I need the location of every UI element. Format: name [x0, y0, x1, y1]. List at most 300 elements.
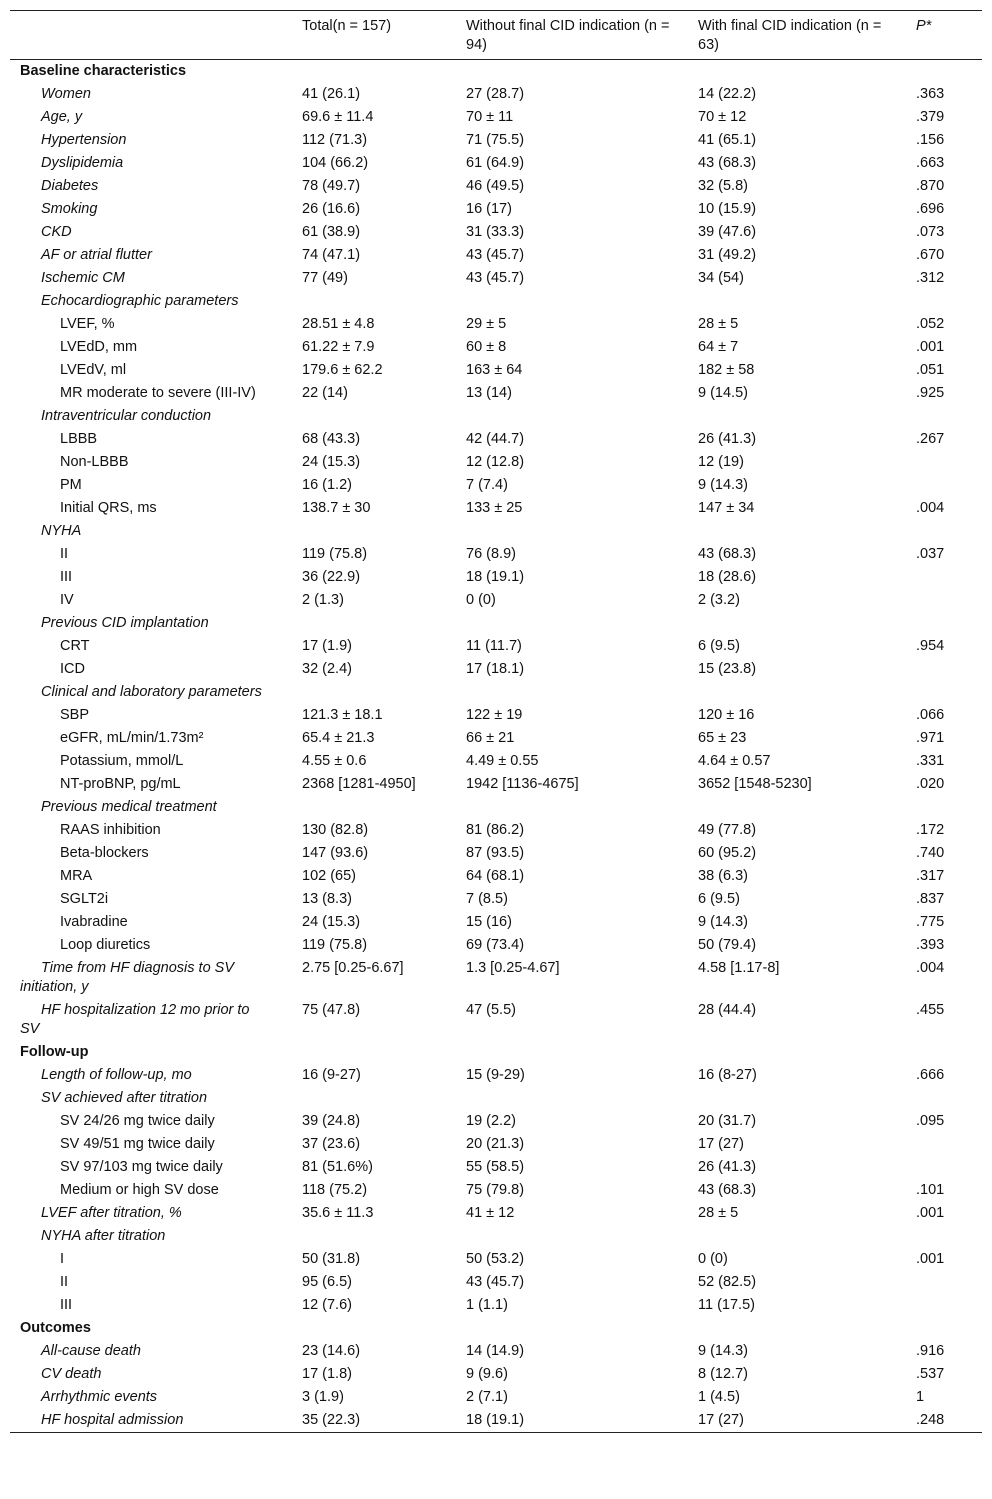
cell-p-value: [906, 658, 982, 681]
cell-total: [292, 612, 456, 635]
cell-without-cid: 163 ± 64: [466, 362, 523, 378]
cell-without-cid: 15 (16): [466, 914, 512, 930]
table-document: [10, 10, 982, 1433]
header-without-cid-col: Without final CID indication (n = 94): [466, 18, 670, 53]
table-row: [10, 359, 982, 382]
cell-total: 23 (14.6): [302, 1343, 361, 1359]
cell-total: 81 (51.6%): [302, 1159, 373, 1175]
cell-with-cid: 43 (68.3): [698, 155, 757, 171]
cell-total: [292, 60, 456, 84]
cell-with-cid: 34 (54): [698, 270, 744, 286]
cell-total: 138.7 ± 30: [302, 500, 371, 516]
cell-p-value: .455: [916, 1002, 945, 1018]
cell-without-cid: [456, 612, 688, 635]
cell-with-cid: 49 (77.8): [698, 822, 757, 838]
cell-without-cid: 70 ± 11: [466, 109, 514, 125]
row-label: HF hospital admission: [41, 1412, 184, 1428]
cell-with-cid: 14 (22.2): [698, 86, 757, 102]
cell-p-value: [906, 1271, 982, 1294]
cell-without-cid: 81 (86.2): [466, 822, 525, 838]
cell-with-cid: [688, 1041, 906, 1064]
table-row: [10, 819, 982, 842]
cell-p-value: .020: [916, 776, 945, 792]
cell-p-value: .916: [916, 1343, 945, 1359]
table-row: [10, 244, 982, 267]
cell-p-value: [906, 60, 982, 84]
row-label: CRT: [60, 638, 90, 654]
cell-with-cid: [688, 60, 906, 84]
table-row: [10, 106, 982, 129]
cell-p-value: .037: [916, 546, 945, 562]
cell-without-cid: 55 (58.5): [466, 1159, 525, 1175]
cell-total: 130 (82.8): [302, 822, 369, 838]
cell-total: [292, 1087, 456, 1110]
table-row: [10, 1133, 982, 1156]
row-label: MR moderate to severe (III-IV): [60, 385, 256, 401]
cell-p-value: .666: [916, 1067, 945, 1083]
cell-p-value: .001: [916, 1205, 945, 1221]
row-label: AF or atrial flutter: [41, 247, 152, 263]
cell-total: [292, 520, 456, 543]
cell-with-cid: 16 (8-27): [698, 1067, 757, 1083]
cell-p-value: [906, 1087, 982, 1110]
cell-with-cid: 6 (9.5): [698, 891, 740, 907]
row-label: LBBB: [60, 431, 98, 447]
row-label: All-cause death: [41, 1343, 141, 1359]
row-label: III: [60, 569, 73, 585]
cell-total: 13 (8.3): [302, 891, 352, 907]
header-p-value-col: P*: [916, 18, 932, 34]
cell-without-cid: 16 (17): [466, 201, 512, 217]
table-row: [10, 1225, 982, 1248]
row-label: SV 97/103 mg twice daily: [60, 1159, 223, 1175]
cell-without-cid: 15 (9-29): [466, 1067, 525, 1083]
table-row: [10, 999, 982, 1041]
table-row: [10, 1409, 982, 1433]
cell-p-value: .066: [916, 707, 945, 723]
table-row: [10, 428, 982, 451]
cell-without-cid: 66 ± 21: [466, 730, 515, 746]
cell-p-value: .740: [916, 845, 945, 861]
cell-without-cid: 42 (44.7): [466, 431, 525, 447]
cell-total: 102 (65): [302, 868, 357, 884]
cell-without-cid: 43 (45.7): [466, 270, 525, 286]
cell-total: 32 (2.4): [302, 661, 352, 677]
cell-with-cid: 64 ± 7: [698, 339, 739, 355]
cell-with-cid: [688, 1225, 906, 1248]
row-label: eGFR, mL/min/1.73m²: [60, 730, 204, 746]
cell-with-cid: 182 ± 58: [698, 362, 755, 378]
row-label: Intraventricular conduction: [41, 408, 212, 424]
row-label: LVEF, %: [60, 316, 115, 332]
table-row: [10, 865, 982, 888]
cell-total: [292, 681, 456, 704]
cell-with-cid: 28 ± 5: [698, 1205, 739, 1221]
cell-without-cid: 0 (0): [466, 592, 496, 608]
cell-without-cid: 20 (21.3): [466, 1136, 525, 1152]
row-label: CV death: [41, 1366, 102, 1382]
cell-p-value: .156: [916, 132, 945, 148]
row-label: SV achieved after titration: [41, 1090, 208, 1106]
cell-without-cid: 18 (19.1): [466, 569, 525, 585]
cell-without-cid: 19 (2.2): [466, 1113, 516, 1129]
cell-p-value: .670: [916, 247, 945, 263]
table-row: [10, 336, 982, 359]
cell-with-cid: [688, 1317, 906, 1340]
table-row: [10, 1248, 982, 1271]
cell-total: 24 (15.3): [302, 454, 361, 470]
cell-with-cid: 28 ± 5: [698, 316, 739, 332]
table-row: [10, 267, 982, 290]
cell-total: 61.22 ± 7.9: [302, 339, 375, 355]
cell-p-value: [906, 566, 982, 589]
cell-without-cid: 60 ± 8: [466, 339, 507, 355]
cell-without-cid: [456, 290, 688, 313]
cell-without-cid: 4.49 ± 0.55: [466, 753, 539, 769]
cell-without-cid: 1942 [1136-4675]: [466, 776, 579, 792]
row-label: NT-proBNP, pg/mL: [60, 776, 181, 792]
cell-with-cid: 2 (3.2): [698, 592, 740, 608]
cell-p-value: [906, 405, 982, 428]
table-row: [10, 520, 982, 543]
cell-p-value: .837: [916, 891, 945, 907]
table-row: [10, 152, 982, 175]
cell-without-cid: [456, 796, 688, 819]
table-row: [10, 1363, 982, 1386]
cell-without-cid: 43 (45.7): [466, 247, 525, 263]
cell-p-value: [906, 474, 982, 497]
cell-without-cid: 1.3 [0.25-4.67]: [466, 960, 560, 976]
cell-without-cid: 11 (11.7): [466, 638, 522, 654]
cell-total: [292, 1317, 456, 1340]
table-row: [10, 842, 982, 865]
cell-without-cid: [456, 681, 688, 704]
cell-without-cid: 41 ± 12: [466, 1205, 515, 1221]
row-label: SV 49/51 mg twice daily: [60, 1136, 215, 1152]
cell-with-cid: 4.64 ± 0.57: [698, 753, 771, 769]
cell-without-cid: 31 (33.3): [466, 224, 525, 240]
cell-total: 69.6 ± 11.4: [302, 109, 374, 125]
table-row: [10, 911, 982, 934]
cell-p-value: [906, 1294, 982, 1317]
cell-total: 75 (47.8): [302, 1002, 361, 1018]
row-label: SBP: [60, 707, 90, 723]
table-row: [10, 658, 982, 681]
cell-total: 119 (75.8): [302, 937, 368, 953]
header-with-cid-col: With final CID indication (n = 63): [698, 18, 882, 53]
row-label: Length of follow-up, mo: [41, 1067, 192, 1083]
cell-total: 22 (14): [302, 385, 348, 401]
cell-total: 36 (22.9): [302, 569, 361, 585]
cell-total: 95 (6.5): [302, 1274, 352, 1290]
cell-with-cid: 17 (27): [698, 1136, 744, 1152]
cell-without-cid: 9 (9.6): [466, 1366, 508, 1382]
row-label: Clinical and laboratory parameters: [41, 684, 262, 700]
cell-p-value: .393: [916, 937, 945, 953]
cell-with-cid: 31 (49.2): [698, 247, 757, 263]
cell-with-cid: 6 (9.5): [698, 638, 740, 654]
cell-with-cid: 50 (79.4): [698, 937, 757, 953]
cell-with-cid: 4.58 [1.17-8]: [698, 960, 780, 976]
cell-p-value: .317: [916, 868, 945, 884]
row-label: Diabetes: [41, 178, 99, 194]
cell-total: 118 (75.2): [302, 1182, 368, 1198]
table-row: [10, 1340, 982, 1363]
cell-total: 26 (16.6): [302, 201, 361, 217]
cell-with-cid: 17 (27): [698, 1412, 744, 1428]
cell-with-cid: [688, 1087, 906, 1110]
cell-p-value: [906, 520, 982, 543]
cell-p-value: [906, 681, 982, 704]
cell-total: 147 (93.6): [302, 845, 369, 861]
table-row: [10, 313, 982, 336]
cell-p-value: .331: [916, 753, 945, 769]
cell-without-cid: 43 (45.7): [466, 1274, 525, 1290]
row-label: II: [60, 1274, 69, 1290]
row-label: LVEdD, mm: [60, 339, 138, 355]
table-row: [10, 290, 982, 313]
cell-total: 28.51 ± 4.8: [302, 316, 375, 332]
table-header: [10, 11, 982, 60]
row-label: Medium or high SV dose: [60, 1182, 219, 1198]
table-row: [10, 198, 982, 221]
cell-with-cid: 9 (14.5): [698, 385, 748, 401]
cell-p-value: .172: [916, 822, 945, 838]
cell-with-cid: 38 (6.3): [698, 868, 748, 884]
cell-without-cid: 69 (73.4): [466, 937, 525, 953]
cell-p-value: .095: [916, 1113, 945, 1129]
row-label: SV 24/26 mg twice daily: [60, 1113, 215, 1129]
row-label: Ivabradine: [60, 914, 128, 930]
cell-without-cid: 71 (75.5): [466, 132, 525, 148]
cell-total: 112 (71.3): [302, 132, 368, 148]
row-label: LVEdV, ml: [60, 362, 127, 378]
cell-with-cid: 32 (5.8): [698, 178, 748, 194]
cell-total: 68 (43.3): [302, 431, 361, 447]
row-label: Women: [41, 86, 91, 102]
cell-p-value: .379: [916, 109, 945, 125]
table-row: [10, 750, 982, 773]
row-label: Previous medical treatment: [41, 799, 217, 815]
table-row: [10, 1202, 982, 1225]
table-row: [10, 129, 982, 152]
cell-p-value: [906, 1317, 982, 1340]
cell-with-cid: 12 (19): [698, 454, 744, 470]
cell-total: 179.6 ± 62.2: [302, 362, 383, 378]
cell-total: 24 (15.3): [302, 914, 361, 930]
cell-p-value: .248: [916, 1412, 945, 1428]
table-row: [10, 612, 982, 635]
row-label: IV: [60, 592, 74, 608]
cell-with-cid: 26 (41.3): [698, 1159, 757, 1175]
table-row: [10, 1294, 982, 1317]
cell-with-cid: [688, 520, 906, 543]
cell-total: [292, 796, 456, 819]
table-row: [10, 1179, 982, 1202]
row-label: III: [60, 1297, 73, 1313]
table-row: [10, 934, 982, 957]
row-label: Ischemic CM: [41, 270, 125, 286]
row-label: Echocardiographic parameters: [41, 293, 239, 309]
cell-without-cid: 46 (49.5): [466, 178, 525, 194]
row-label: Follow-up: [20, 1044, 89, 1060]
cell-p-value: [906, 589, 982, 612]
row-label: Beta-blockers: [60, 845, 149, 861]
cell-p-value: .971: [916, 730, 945, 746]
cell-total: 74 (47.1): [302, 247, 361, 263]
cell-total: 3 (1.9): [302, 1389, 344, 1405]
cell-without-cid: [456, 60, 688, 84]
cell-without-cid: 13 (14): [466, 385, 512, 401]
table-row: [10, 1156, 982, 1179]
cell-with-cid: 18 (28.6): [698, 569, 757, 585]
cell-p-value: 1: [916, 1389, 925, 1405]
table-row: [10, 566, 982, 589]
cell-p-value: [906, 1041, 982, 1064]
cell-p-value: .004: [916, 500, 945, 516]
cell-p-value: [906, 612, 982, 635]
cell-without-cid: [456, 1225, 688, 1248]
cell-without-cid: [456, 1041, 688, 1064]
cell-p-value: .537: [916, 1366, 945, 1382]
cell-p-value: .267: [916, 431, 945, 447]
cell-total: 2 (1.3): [302, 592, 344, 608]
cell-p-value: .312: [916, 270, 945, 286]
cell-with-cid: 120 ± 16: [698, 707, 755, 723]
cell-total: 35 (22.3): [302, 1412, 361, 1428]
row-label: Non-LBBB: [60, 454, 129, 470]
cell-total: 50 (31.8): [302, 1251, 361, 1267]
table-row: [10, 451, 982, 474]
cell-with-cid: 65 ± 23: [698, 730, 747, 746]
row-label: PM: [60, 477, 82, 493]
cell-p-value: .870: [916, 178, 945, 194]
cell-with-cid: 20 (31.7): [698, 1113, 757, 1129]
cell-with-cid: 9 (14.3): [698, 914, 748, 930]
table-row: [10, 1386, 982, 1409]
cell-total: 77 (49): [302, 270, 348, 286]
cell-with-cid: 52 (82.5): [698, 1274, 757, 1290]
table-row: [10, 1317, 982, 1340]
cell-without-cid: 50 (53.2): [466, 1251, 525, 1267]
row-label: II: [60, 546, 69, 562]
row-label: Dyslipidemia: [41, 155, 124, 171]
table-row: [10, 474, 982, 497]
cell-p-value: .101: [916, 1182, 945, 1198]
row-label: Arrhythmic events: [41, 1389, 158, 1405]
baseline-table: [10, 10, 982, 1433]
cell-without-cid: 7 (8.5): [466, 891, 508, 907]
cell-with-cid: [688, 290, 906, 313]
table-row: [10, 60, 982, 84]
cell-total: 39 (24.8): [302, 1113, 361, 1129]
cell-without-cid: 64 (68.1): [466, 868, 525, 884]
cell-with-cid: 41 (65.1): [698, 132, 757, 148]
table-row: [10, 681, 982, 704]
table-row: [10, 175, 982, 198]
cell-without-cid: 12 (12.8): [466, 454, 525, 470]
cell-without-cid: 75 (79.8): [466, 1182, 525, 1198]
cell-p-value: .663: [916, 155, 945, 171]
cell-with-cid: 9 (14.3): [698, 477, 748, 493]
table-row: [10, 1271, 982, 1294]
row-label: Loop diuretics: [60, 937, 151, 953]
cell-total: 41 (26.1): [302, 86, 361, 102]
cell-total: 65.4 ± 21.3: [302, 730, 375, 746]
header-row: [10, 11, 982, 60]
table-row: [10, 497, 982, 520]
cell-total: [292, 1041, 456, 1064]
cell-total: 4.55 ± 0.6: [302, 753, 367, 769]
cell-with-cid: 28 (44.4): [698, 1002, 757, 1018]
cell-without-cid: 61 (64.9): [466, 155, 525, 171]
cell-without-cid: 87 (93.5): [466, 845, 525, 861]
cell-total: 61 (38.9): [302, 224, 361, 240]
cell-with-cid: 1 (4.5): [698, 1389, 740, 1405]
cell-p-value: .696: [916, 201, 945, 217]
cell-p-value: .073: [916, 224, 945, 240]
cell-without-cid: 2 (7.1): [466, 1389, 508, 1405]
cell-p-value: [906, 1133, 982, 1156]
cell-without-cid: [456, 1317, 688, 1340]
cell-with-cid: 15 (23.8): [698, 661, 757, 677]
cell-total: 104 (66.2): [302, 155, 369, 171]
row-label: Hypertension: [41, 132, 127, 148]
cell-with-cid: 11 (17.5): [698, 1297, 755, 1313]
cell-p-value: [906, 1225, 982, 1248]
cell-with-cid: 10 (15.9): [698, 201, 757, 217]
cell-without-cid: [456, 405, 688, 428]
table-row: [10, 796, 982, 819]
cell-without-cid: 1 (1.1): [466, 1297, 508, 1313]
table-row: [10, 382, 982, 405]
row-label: HF hospitalization 12 mo prior to SV: [20, 1002, 250, 1037]
cell-without-cid: 17 (18.1): [466, 661, 525, 677]
cell-with-cid: [688, 612, 906, 635]
header-total-col: Total(n = 157): [302, 18, 392, 34]
cell-without-cid: 133 ± 25: [466, 500, 523, 516]
row-label: Baseline characteristics: [20, 63, 187, 79]
row-label: NYHA after titration: [41, 1228, 166, 1244]
cell-with-cid: 39 (47.6): [698, 224, 757, 240]
row-label: NYHA: [41, 523, 82, 539]
table-row: [10, 1064, 982, 1087]
table-row: [10, 543, 982, 566]
cell-with-cid: 147 ± 34: [698, 500, 755, 516]
row-label: Smoking: [41, 201, 98, 217]
cell-with-cid: [688, 405, 906, 428]
table-body: [10, 60, 982, 1433]
row-label: I: [60, 1251, 65, 1267]
row-label: Initial QRS, ms: [60, 500, 157, 516]
cell-with-cid: 60 (95.2): [698, 845, 757, 861]
cell-total: 119 (75.8): [302, 546, 368, 562]
cell-p-value: .925: [916, 385, 945, 401]
row-label: RAAS inhibition: [60, 822, 161, 838]
cell-p-value: .052: [916, 316, 945, 332]
cell-with-cid: [688, 796, 906, 819]
cell-with-cid: 8 (12.7): [698, 1366, 748, 1382]
cell-total: 121.3 ± 18.1: [302, 707, 383, 723]
cell-total: 16 (1.2): [302, 477, 352, 493]
cell-without-cid: [456, 520, 688, 543]
cell-p-value: .363: [916, 86, 945, 102]
table-row: [10, 83, 982, 106]
cell-p-value: .775: [916, 914, 945, 930]
cell-total: 78 (49.7): [302, 178, 361, 194]
table-row: [10, 1110, 982, 1133]
cell-p-value: [906, 796, 982, 819]
